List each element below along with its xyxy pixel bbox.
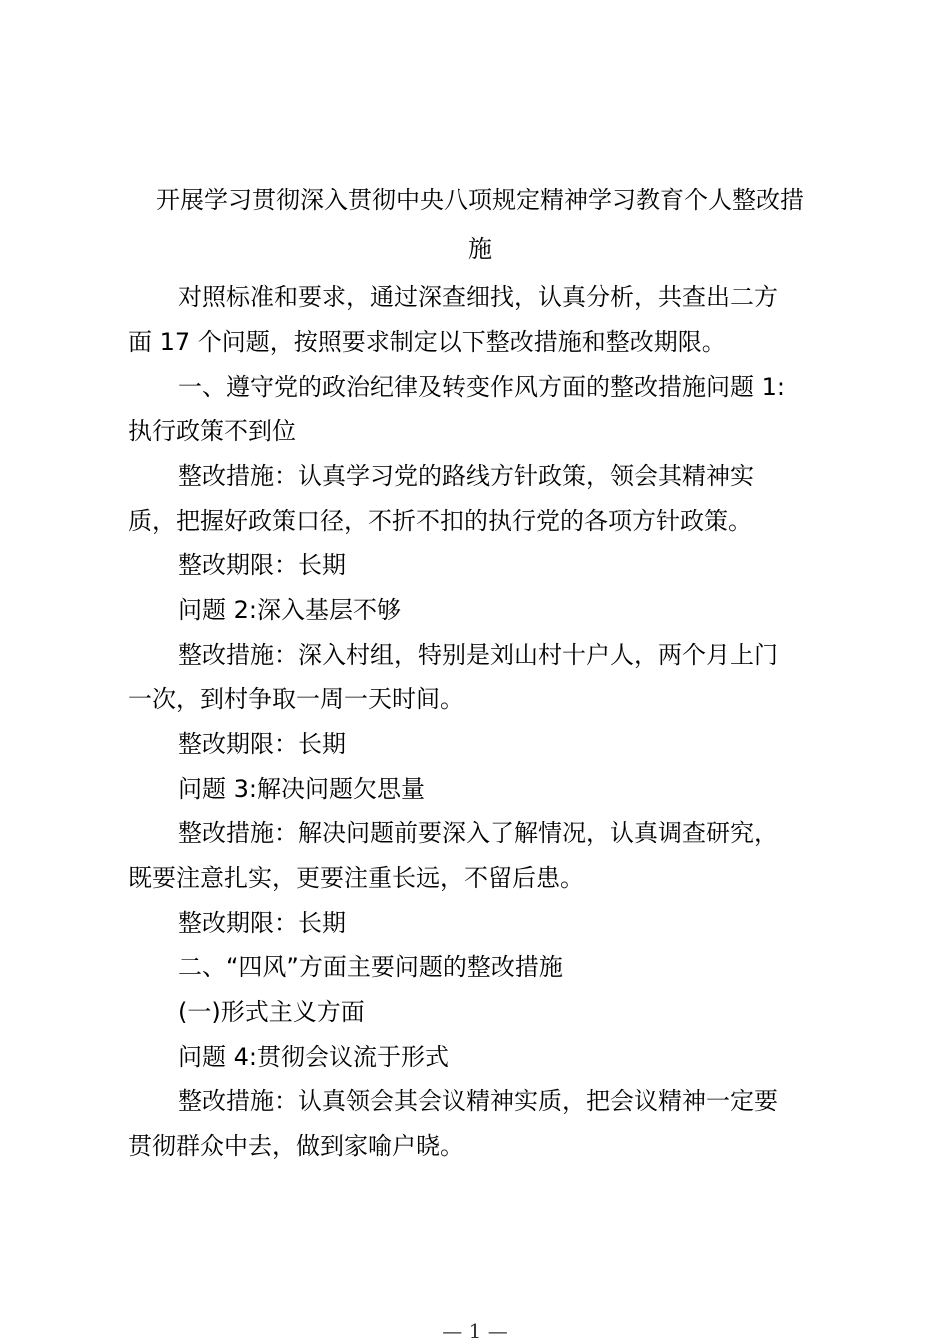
body-line: 整改措施：认真学习党的路线方针政策，领会其精神实	[178, 462, 754, 490]
page-number: — 1 —	[442, 1319, 508, 1343]
body-line: 整改期限：长期	[178, 730, 346, 758]
section-heading-1: 一、遵守党的政治纪律及转变作风方面的整改措施问题 1:	[178, 373, 785, 401]
body-line: 整改措施：解决问题前要深入了解情况，认真调查研究，	[178, 819, 778, 847]
body-line: 面 17 个问题，按照要求制定以下整改措施和整改期限。	[128, 328, 726, 356]
body-line: 执行政策不到位	[128, 417, 296, 445]
body-line: 一次，到村争取一周一天时间。	[128, 685, 464, 713]
problem-heading: 问题 2:深入基层不够	[178, 596, 401, 624]
body-line: 整改措施：认真领会其会议精神实质，把会议精神一定要	[178, 1087, 778, 1115]
body-line: 整改措施：深入村组，特别是刘山村十户人，两个月上门	[178, 641, 778, 669]
subsection-heading: (一)形式主义方面	[178, 998, 365, 1026]
document-title-line-1: 开展学习贯彻深入贯彻中央八项规定精神学习教育个人整改措	[156, 186, 804, 214]
problem-heading: 问题 4:贯彻会议流于形式	[178, 1043, 449, 1071]
document-title-line-2: 施	[468, 235, 492, 263]
body-line: 整改期限：长期	[178, 551, 346, 579]
body-line: 对照标准和要求，通过深查细找，认真分析，共查出二方	[178, 283, 778, 311]
problem-heading: 问题 3:解决问题欠思量	[178, 775, 425, 803]
body-line: 既要注意扎实，更要注重长远，不留后患。	[128, 864, 584, 892]
body-line: 整改期限：长期	[178, 909, 346, 937]
section-heading-2: 二、“四风”方面主要问题的整改措施	[178, 953, 563, 981]
body-line: 质，把握好政策口径，不折不扣的执行党的各项方针政策。	[128, 507, 752, 535]
body-line: 贯彻群众中去，做到家喻户晓。	[128, 1132, 464, 1160]
